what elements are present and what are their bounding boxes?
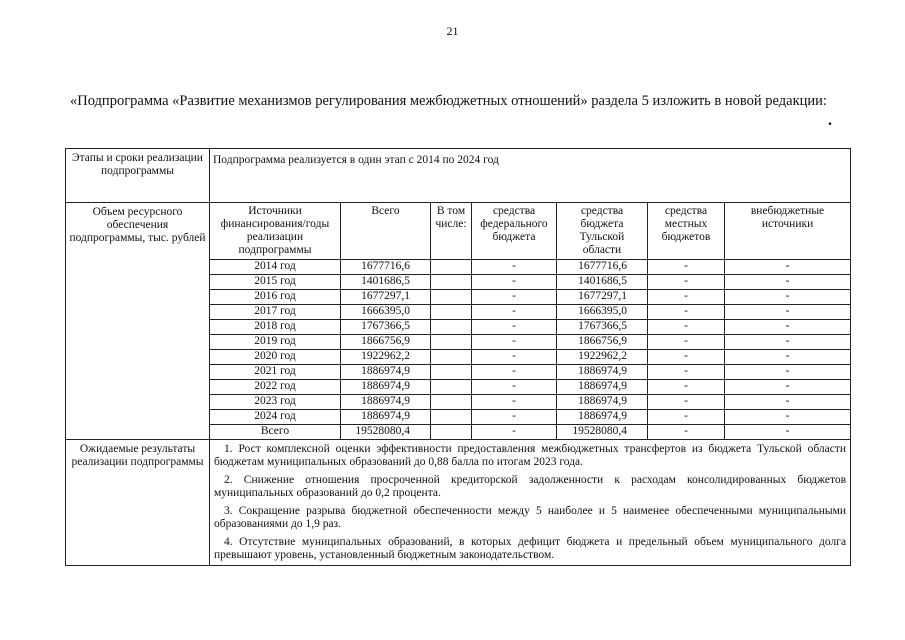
result-item: 3. Сокращение разрыва бюджетной обеспеченности между 5 наиболее и 5 наименее обеспеченными муниципальными образованиями до 1,9 раз. xyxy=(214,505,847,530)
row-extra: - xyxy=(725,425,851,440)
row-extra: - xyxy=(725,320,851,335)
row-federal: - xyxy=(472,275,557,290)
row-extra: - xyxy=(725,395,851,410)
row-local: - xyxy=(648,350,725,365)
row-local: - xyxy=(648,320,725,335)
row-local: - xyxy=(648,305,725,320)
row-year: 2021 год xyxy=(210,365,341,380)
row-including xyxy=(431,425,472,440)
row-local: - xyxy=(648,395,725,410)
row-total: 1886974,9 xyxy=(341,395,431,410)
row-total: 1886974,9 xyxy=(341,380,431,395)
result-item: 4. Отсутствие муниципальных образований, в которых дефицит бюджета и предельный объем муниципального долга превышают уровень, установленный бюджетным законодательством. xyxy=(214,536,847,561)
row-extra: - xyxy=(725,380,851,395)
row-extra: - xyxy=(725,305,851,320)
row-regional: 1767366,5 xyxy=(557,320,648,335)
row-regional: 1886974,9 xyxy=(557,380,648,395)
header-including: В том числе: xyxy=(431,203,472,260)
row-total: 1922962,2 xyxy=(341,350,431,365)
results-text xyxy=(210,440,851,566)
row-year: 2024 год xyxy=(210,410,341,425)
result-item: 2. Снижение отношения просроченной кредиторской задолженности к расходам консолидированных бюджетов муниципальных образований до 0,2 процента. xyxy=(214,474,847,499)
header-local: средства местных бюджетов xyxy=(648,203,725,260)
row-including xyxy=(431,395,472,410)
row-extra: - xyxy=(725,260,851,275)
row-regional: 1886974,9 xyxy=(557,395,648,410)
row-federal: - xyxy=(472,260,557,275)
row-extra: - xyxy=(725,410,851,425)
header-federal: средства федерального бюджета xyxy=(472,203,557,260)
row-year: 2015 год xyxy=(210,275,341,290)
row-including xyxy=(431,350,472,365)
row-year: 2019 год xyxy=(210,335,341,350)
stages-label: Этапы и сроки реализации подпрограммы xyxy=(66,149,210,203)
result-item: 1. Рост комплексной оценки эффективности предоставления межбюджетных трансфертов из бюджета Тульской области бюджетам муниципальных образований до 0,88 балла по итогам 2023 года. xyxy=(214,443,847,468)
row-extra: - xyxy=(725,335,851,350)
row-including xyxy=(431,305,472,320)
row-local: - xyxy=(648,410,725,425)
stray-dot: . xyxy=(828,112,832,129)
row-extra: - xyxy=(725,365,851,380)
row-total: 1886974,9 xyxy=(341,410,431,425)
row-total: 1677716,6 xyxy=(341,260,431,275)
row-federal: - xyxy=(472,320,557,335)
row-regional: 1866756,9 xyxy=(557,335,648,350)
passport-table xyxy=(65,148,851,566)
header-regional: средства бюджета Тульской области xyxy=(557,203,648,260)
row-regional: 1886974,9 xyxy=(557,410,648,425)
row-including xyxy=(431,290,472,305)
row-federal: - xyxy=(472,395,557,410)
row-including xyxy=(431,380,472,395)
row-local: - xyxy=(648,260,725,275)
row-regional: 19528080,4 xyxy=(557,425,648,440)
row-total: 19528080,4 xyxy=(341,425,431,440)
stages-text: Подпрограмма реализуется в один этап с 2014 по 2024 год xyxy=(210,149,851,203)
header-total: Всего xyxy=(341,203,431,260)
row-local: - xyxy=(648,275,725,290)
row-total: 1886974,9 xyxy=(341,365,431,380)
row-year: 2017 год xyxy=(210,305,341,320)
row-federal: - xyxy=(472,410,557,425)
row-federal: - xyxy=(472,290,557,305)
row-year: 2022 год xyxy=(210,380,341,395)
row-extra: - xyxy=(725,350,851,365)
row-including xyxy=(431,260,472,275)
row-year: 2016 год xyxy=(210,290,341,305)
row-regional: 1886974,9 xyxy=(557,365,648,380)
row-extra: - xyxy=(725,290,851,305)
row-local: - xyxy=(648,365,725,380)
row-local: - xyxy=(648,290,725,305)
row-including xyxy=(431,335,472,350)
header-sources: Источники финансирования/годы реализации подпрограммы xyxy=(210,203,341,260)
row-including xyxy=(431,365,472,380)
row-local: - xyxy=(648,335,725,350)
header-extra: внебюджетные источники xyxy=(725,203,851,260)
row-local: - xyxy=(648,425,725,440)
row-federal: - xyxy=(472,425,557,440)
row-year: Всего xyxy=(210,425,341,440)
row-total: 1866756,9 xyxy=(341,335,431,350)
row-federal: - xyxy=(472,380,557,395)
row-regional: 1401686,5 xyxy=(557,275,648,290)
row-extra: - xyxy=(725,275,851,290)
row-including xyxy=(431,410,472,425)
row-year: 2018 год xyxy=(210,320,341,335)
row-total: 1666395,0 xyxy=(341,305,431,320)
row-including xyxy=(431,320,472,335)
row-federal: - xyxy=(472,365,557,380)
row-including xyxy=(431,275,472,290)
row-regional: 1677297,1 xyxy=(557,290,648,305)
row-year: 2014 год xyxy=(210,260,341,275)
stages-row xyxy=(66,149,851,203)
row-total: 1677297,1 xyxy=(341,290,431,305)
results-label: Ожидаемые результаты реализации подпрограммы xyxy=(66,440,210,566)
funding-header-row xyxy=(66,203,851,260)
page-number: 21 xyxy=(446,24,459,38)
row-regional: 1666395,0 xyxy=(557,305,648,320)
row-year: 2020 год xyxy=(210,350,341,365)
row-federal: - xyxy=(472,350,557,365)
row-year: 2023 год xyxy=(210,395,341,410)
funding-label: Объем ресурсного обеспечения подпрограммы, тыс. рублей xyxy=(66,203,210,440)
intro-paragraph: «Подпрограмма «Развитие механизмов регулирования межбюджетных отношений» раздела 5 изложить в новой редакции: xyxy=(70,93,827,109)
row-federal: - xyxy=(472,305,557,320)
row-local: - xyxy=(648,380,725,395)
row-total: 1767366,5 xyxy=(341,320,431,335)
row-regional: 1677716,6 xyxy=(557,260,648,275)
row-regional: 1922962,2 xyxy=(557,350,648,365)
row-total: 1401686,5 xyxy=(341,275,431,290)
row-federal: - xyxy=(472,335,557,350)
results-row xyxy=(66,440,851,566)
